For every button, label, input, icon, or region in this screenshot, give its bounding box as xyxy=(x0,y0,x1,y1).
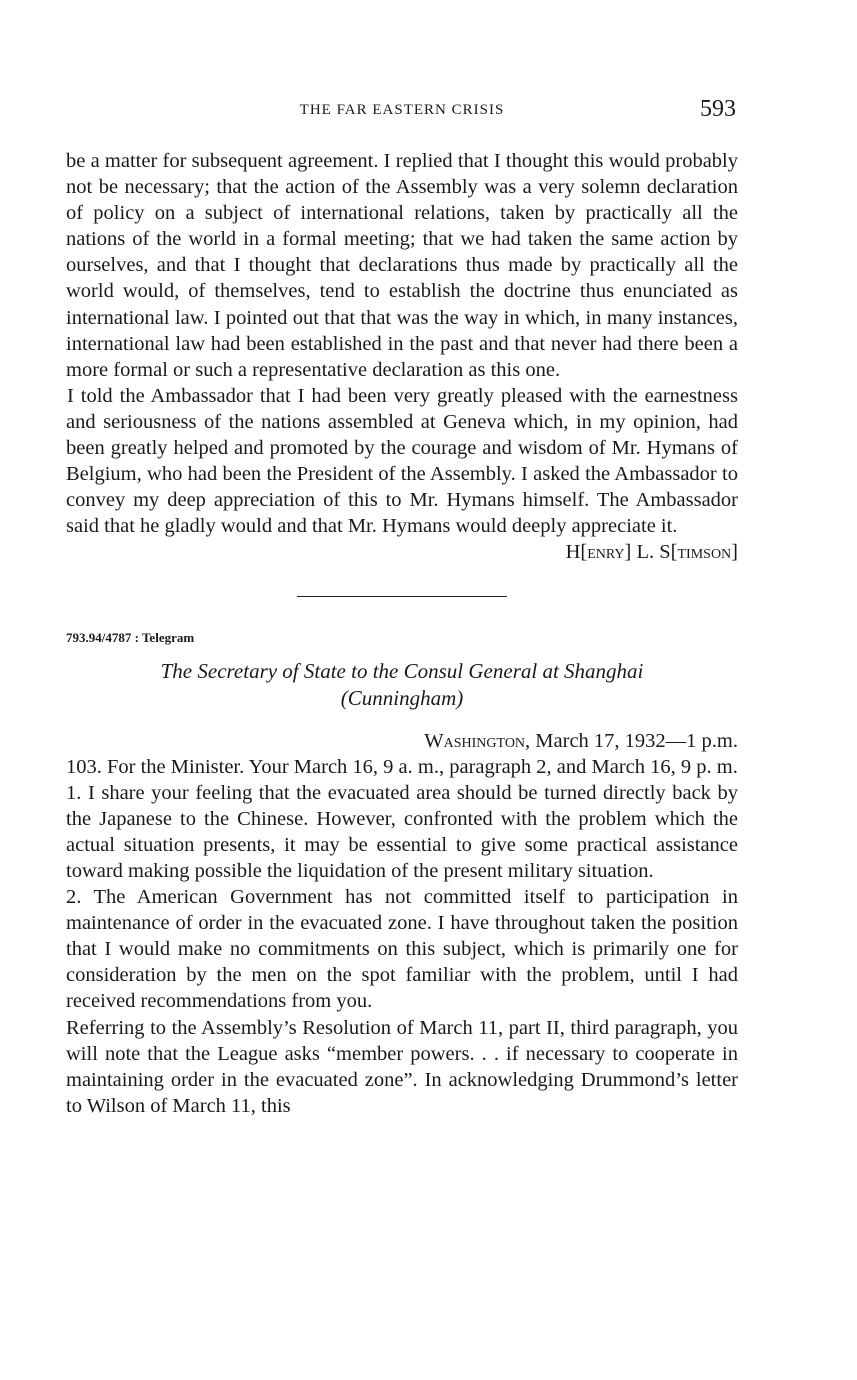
document-title-line-1: The Secretary of State to the Consul General at Shanghai xyxy=(160,658,644,683)
signature-end: ] xyxy=(731,541,738,564)
signature-middle: ] L. S[ xyxy=(624,541,678,564)
running-head xyxy=(66,96,738,126)
section-divider xyxy=(297,596,507,597)
paragraph: Referring to the Assembly’s Resolution of March 11, part II, third paragraph, you will note that the League asks “member powers. . . if necessary to cooperate in maintaining order in the evacuated zone”. In acknowledging Drummond’s letter to Wilson of March 11, this xyxy=(66,1016,738,1117)
paragraph: 1. I share your feeling that the evacuated area should be turned directly back by the Japanese to the Chinese. However, confronted with the problem which the actual situation presents, it may be essential to give some practical assistance toward making possible the liquidation of the present military situation. xyxy=(66,781,738,882)
second-document-body xyxy=(66,754,738,1119)
document-title-line-2: (Cunningham) xyxy=(340,685,464,710)
signature-h: H[ xyxy=(565,541,588,564)
signature-enry: enry xyxy=(587,541,625,564)
signature-timson: timson xyxy=(677,541,732,564)
paragraph: 103. For the Minister. Your March 16, 9 a. m., paragraph 2, and March 16, 9 p. m. xyxy=(66,755,738,778)
dateline-date: , March 17, 1932—1 p.m. xyxy=(525,729,738,752)
signature xyxy=(66,539,738,565)
running-title: THE FAR EASTERN CRISIS xyxy=(299,102,505,118)
dateline-place: Washington xyxy=(424,729,526,752)
document-page xyxy=(66,96,738,1119)
paragraph: be a matter for subsequent agreement. I replied that I thought this would probably not be necessary; that the action of the Assembly was a very solemn declaration of policy on a subject of international relations, taken by practically all the nations of the world in a formal meeting; that we had taken the same action by ourselves, and that I thought that declarations thus made by practically all the world would, of themselves, tend to establish the doctrine thus enunciated as international law. I pointed out that that was the way in which, in many instances, international law had been established in the past and that never had there been a more formal or such a representative declaration as this one. xyxy=(66,150,738,381)
document-title xyxy=(66,658,738,712)
page-number: 593 xyxy=(700,96,736,122)
file-reference: 793.94/4787 : Telegram xyxy=(66,629,195,645)
paragraph: I told the Ambassador that I had been very greatly pleased with the earnestness and seriousness of the nations assembled at Geneva which, in my opinion, had been greatly helped and promoted by the courage and wisdom of Mr. Hymans of Belgium, who had been the President of the Assembly. I asked the Ambassador to convey my deep appreciation of this to Mr. Hymans himself. The Ambassador said that he gladly would and that Mr. Hymans would deeply appreciate it. xyxy=(66,384,738,538)
dateline xyxy=(66,728,738,754)
paragraph: 2. The American Government has not committed itself to participation in maintenance of order in the evacuated zone. I have throughout taken the position that I would make no commitments on this subject, which is primarily one for consideration by the men on the spot familiar with the problem, until I had received recommendations from you. xyxy=(66,886,738,1013)
first-document-body xyxy=(66,148,738,539)
